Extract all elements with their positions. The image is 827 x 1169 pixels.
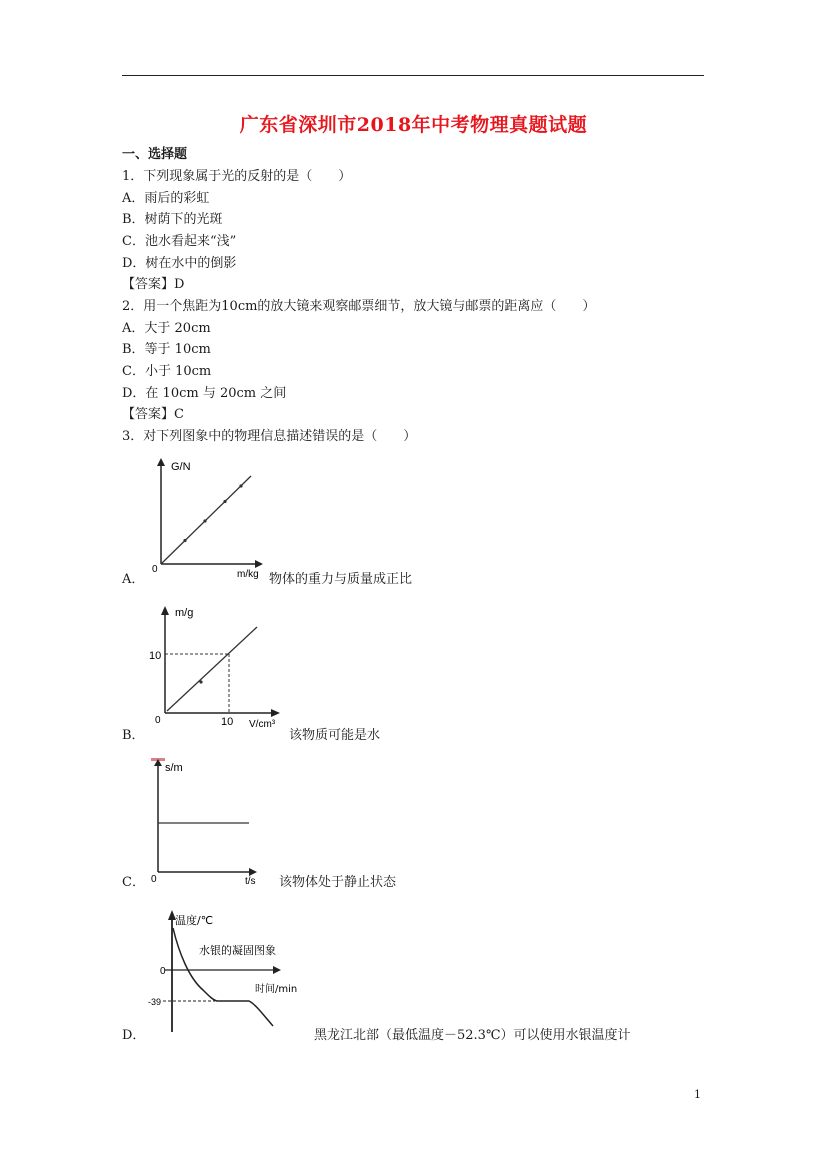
graph-b-xlabel: V/cm³ (249, 719, 276, 730)
q2-option-c: C．小于 10cm (122, 364, 212, 379)
graph-c-xlabel: t/s (245, 876, 256, 887)
graph-b-xtick: 10 (221, 716, 234, 728)
q2-answer: 【答案】C (122, 407, 184, 422)
q3-stem: 3．对下列图象中的物理信息描述错误的是（ ） (122, 429, 417, 444)
graph-d (145, 908, 310, 1036)
q3-option-b-text: 该物质可能是水 (289, 728, 381, 743)
graph-c (145, 756, 275, 888)
graph-d-curve (173, 928, 273, 1026)
graph-a-point (183, 539, 186, 542)
header-rule (122, 75, 704, 76)
q3-option-d-letter: D． (122, 1028, 146, 1043)
graph-c-ylabel: s/m (165, 762, 183, 774)
graph-a-point (239, 484, 242, 487)
q2-stem: 2．用一个焦距为10cm的放大镜来观察邮票细节，放大镜与邮票的距离应（ ） (122, 299, 596, 314)
graph-b-ylabel: m/g (175, 607, 194, 619)
graph-b (145, 601, 285, 733)
q3-option-d-text: 黑龙江北部（最低温度－52.3℃）可以使用水银温度计 (314, 1028, 631, 1043)
q1-answer: 【答案】D (122, 277, 185, 292)
page-number: 1 (694, 1088, 701, 1101)
graph-a-point (203, 519, 206, 522)
graph-b-ytick: 10 (149, 650, 162, 662)
graph-d-x-arrow (273, 966, 281, 974)
graph-d-origin: 0 (160, 966, 166, 977)
graph-d-xlabel: 时间/min (255, 984, 298, 995)
graph-a-origin: 0 (152, 564, 158, 575)
graph-a-xlabel: m/kg (237, 569, 259, 580)
q1-option-d: D．树在水中的倒影 (122, 256, 237, 271)
graph-b-y-arrow (161, 606, 169, 615)
q3-option-c-letter: C． (122, 875, 145, 890)
section-heading: 一、选择题 (122, 147, 188, 162)
graph-a-point (223, 500, 226, 503)
graph-d-ytick: -39 (148, 997, 162, 1007)
q1-stem: 1．下列现象属于光的反射的是（ ） (122, 169, 352, 184)
graph-a-ylabel: G/N (171, 461, 191, 473)
graph-c-origin: 0 (151, 874, 157, 885)
q2-option-d: D．在 10cm 与 20cm 之间 (122, 386, 287, 401)
q1-option-b: B．树荫下的光斑 (122, 212, 223, 227)
graph-c-x-arrow (249, 868, 257, 876)
q3-option-a-letter: A． (122, 572, 145, 587)
graph-d-ylabel: 温度/℃ (175, 914, 214, 927)
graph-b-origin: 0 (155, 715, 161, 726)
q3-option-c-text: 该物体处于静止状态 (279, 875, 397, 890)
graph-a-x-arrow (255, 560, 263, 568)
q2-option-b: B．等于 10cm (122, 342, 211, 357)
graph-b-x-arrow (271, 709, 280, 717)
page-title: 广东省深圳市2018年中考物理真题试题 (239, 114, 588, 136)
q3-option-a-text: 物体的重力与质量成正比 (269, 572, 413, 587)
q1-option-a: A．雨后的彩虹 (122, 191, 210, 206)
graph-d-annotation: 水银的凝固图象 (199, 944, 276, 957)
graph-a (145, 456, 270, 584)
q2-option-a: A．大于 20cm (122, 321, 211, 336)
q1-option-c: C．池水看起来“浅” (122, 234, 237, 249)
graph-a-y-arrow (157, 458, 165, 466)
graph-b-line (167, 627, 257, 711)
q3-option-b-letter: B． (122, 728, 145, 743)
graph-b-point (199, 680, 202, 683)
